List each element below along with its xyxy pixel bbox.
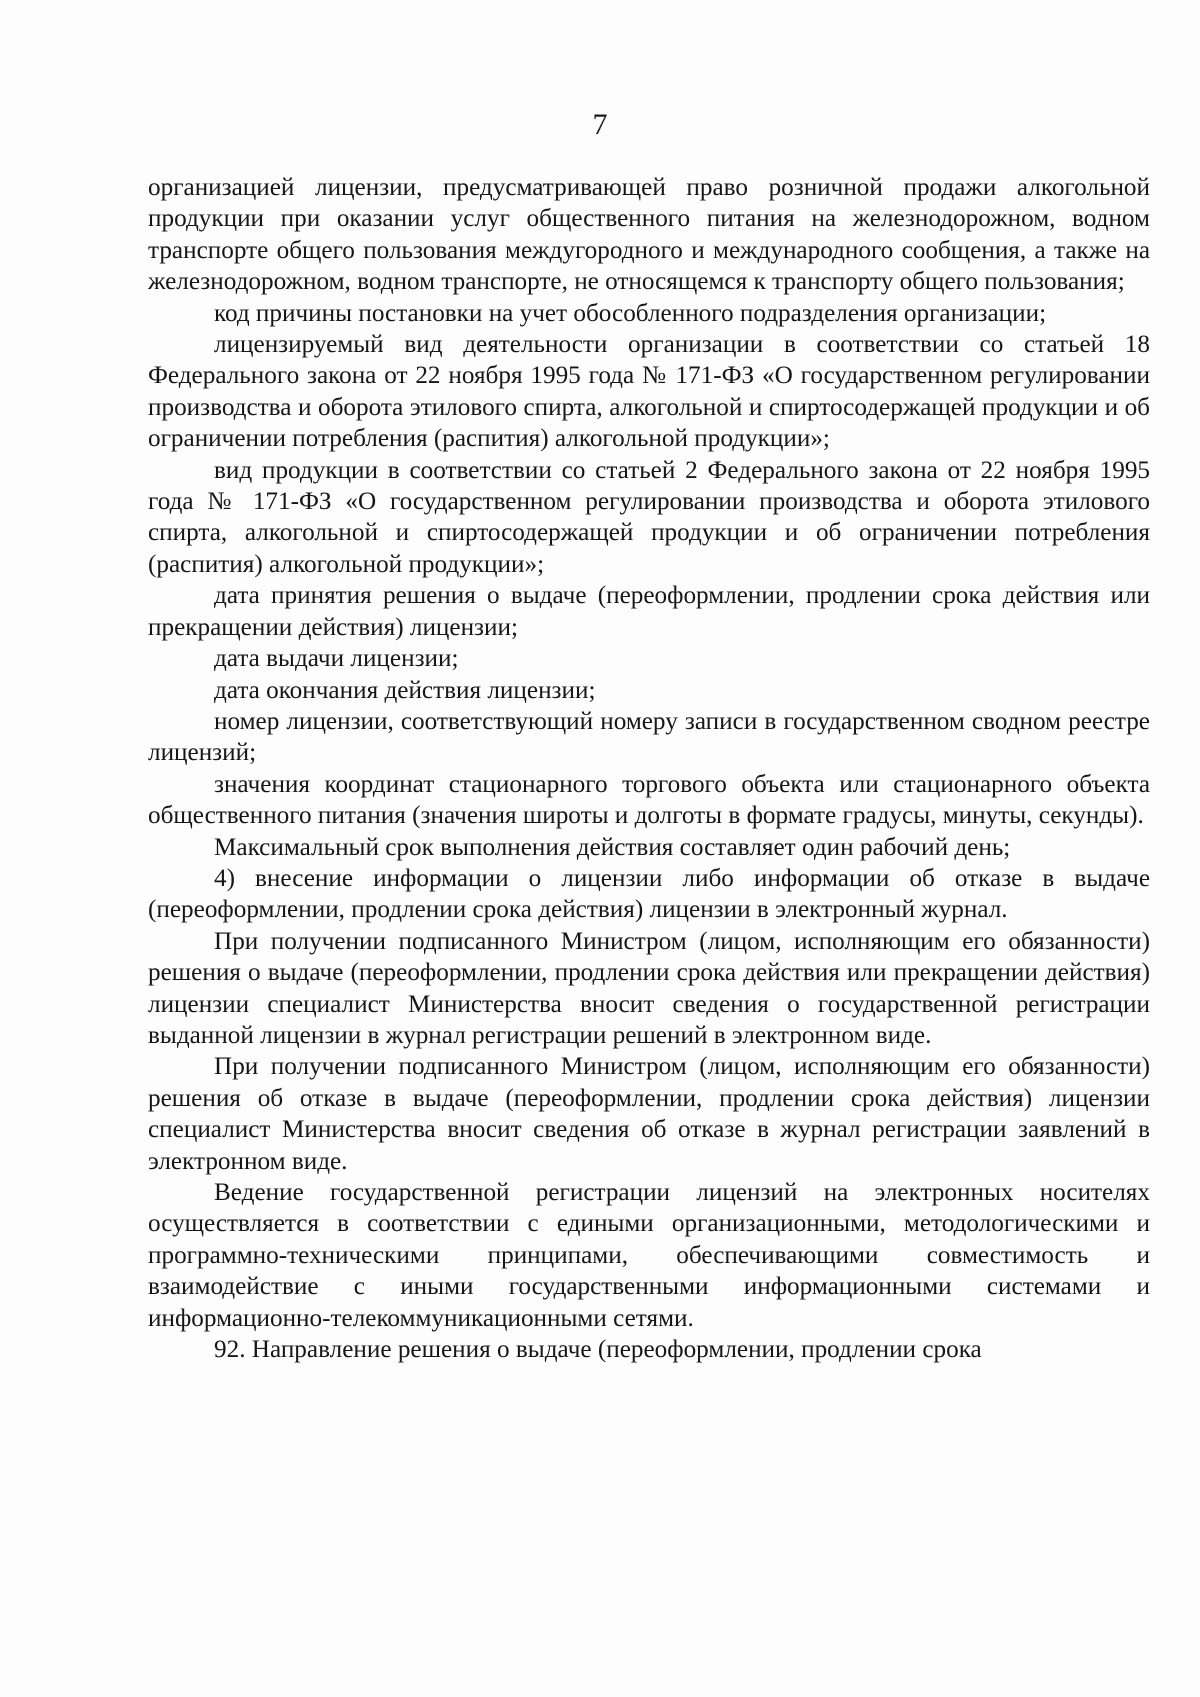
paragraph-2: код причины постановки на учет обособленного подразделения организации; bbox=[214, 299, 1047, 327]
paragraph-10: Максимальный срок выполнения действия составляет один рабочий день; bbox=[214, 833, 1011, 861]
paragraph-9: значения координат стационарного торгового объекта или стационарного объекта общественного питания (значения широты и долготы в формате градусы, минуты, секунды). bbox=[148, 770, 1150, 830]
paragraph-1: организацией лицензии, предусматривающей право розничной продажи алкогольной продукции при оказании услуг общественного питания на железнодорожном, водном транспорте общего пользования междугородного и международного сообщения, а также на железнодорожном, водном транспорте, не относящемся к транспорту общего пользования; bbox=[148, 174, 1150, 296]
paragraph-15: 92. Направление решения о выдаче (переоформлении, продлении срока bbox=[214, 1336, 982, 1364]
paragraph-11: 4) внесение информации о лицензии либо информации об отказе в выдаче (переоформлении, продлении срока действия) лицензии в электронный журнал. bbox=[148, 864, 1150, 924]
page-number: 7 bbox=[592, 108, 608, 141]
paragraph-6: дата выдачи лицензии; bbox=[214, 645, 459, 673]
paragraph-12: При получении подписанного Министром (лицом, исполняющим его обязанности) решения о выдаче (переоформлении, продлении срока действия или прекращении действия) лицензии специалист Министерства вносит сведения о государственной регистрации выданной лицензии в журнал регистрации решений в электронном виде. bbox=[148, 927, 1150, 1049]
paragraph-4: вид продукции в соответствии со статьей 2 Федерального закона от 22 ноября 1995 года № 171-ФЗ «О государственном регулировании производства и оборота этилового спирта, алкогольной и спиртосодержащей продукции и об ограничении потребления (распития) алкогольной продукции»; bbox=[148, 456, 1150, 578]
paragraph-3: лицензируемый вид деятельности организации в соответствии со статьей 18 Федерального закона от 22 ноября 1995 года № 171-ФЗ «О государственном регулировании производства и оборота этилового спирта, алкогольной и спиртосодержащей продукции и об ограничении потребления (распития) алкогольной продукции»; bbox=[148, 331, 1150, 453]
paragraph-5: дата принятия решения о выдаче (переоформлении, продлении срока действия или прекращении действия) лицензии; bbox=[148, 582, 1150, 641]
paragraph-8: номер лицензии, соответствующий номеру записи в государственном сводном реестре лицензий; bbox=[148, 707, 1150, 767]
paragraph-13: При получении подписанного Министром (лицом, исполняющим его обязанности) решения об отказе в выдаче (переоформлении, продлении срока действия) лицензии специалист Министерства вносит сведения об отказе в журнал регистрации заявлений в электронном виде. bbox=[148, 1053, 1150, 1175]
paragraph-14: Ведение государственной регистрации лицензий на электронных носителях осуществляется в соответствии с едиными организационными, методологическими и программно-техническими принципами, обеспечивающими совместимость и взаимодействие с иными государственными информационными системами и информационно-телекоммуникационными сетями. bbox=[148, 1179, 1150, 1332]
paragraph-7: дата окончания действия лицензии; bbox=[214, 676, 596, 704]
document-body bbox=[148, 172, 1150, 1365]
